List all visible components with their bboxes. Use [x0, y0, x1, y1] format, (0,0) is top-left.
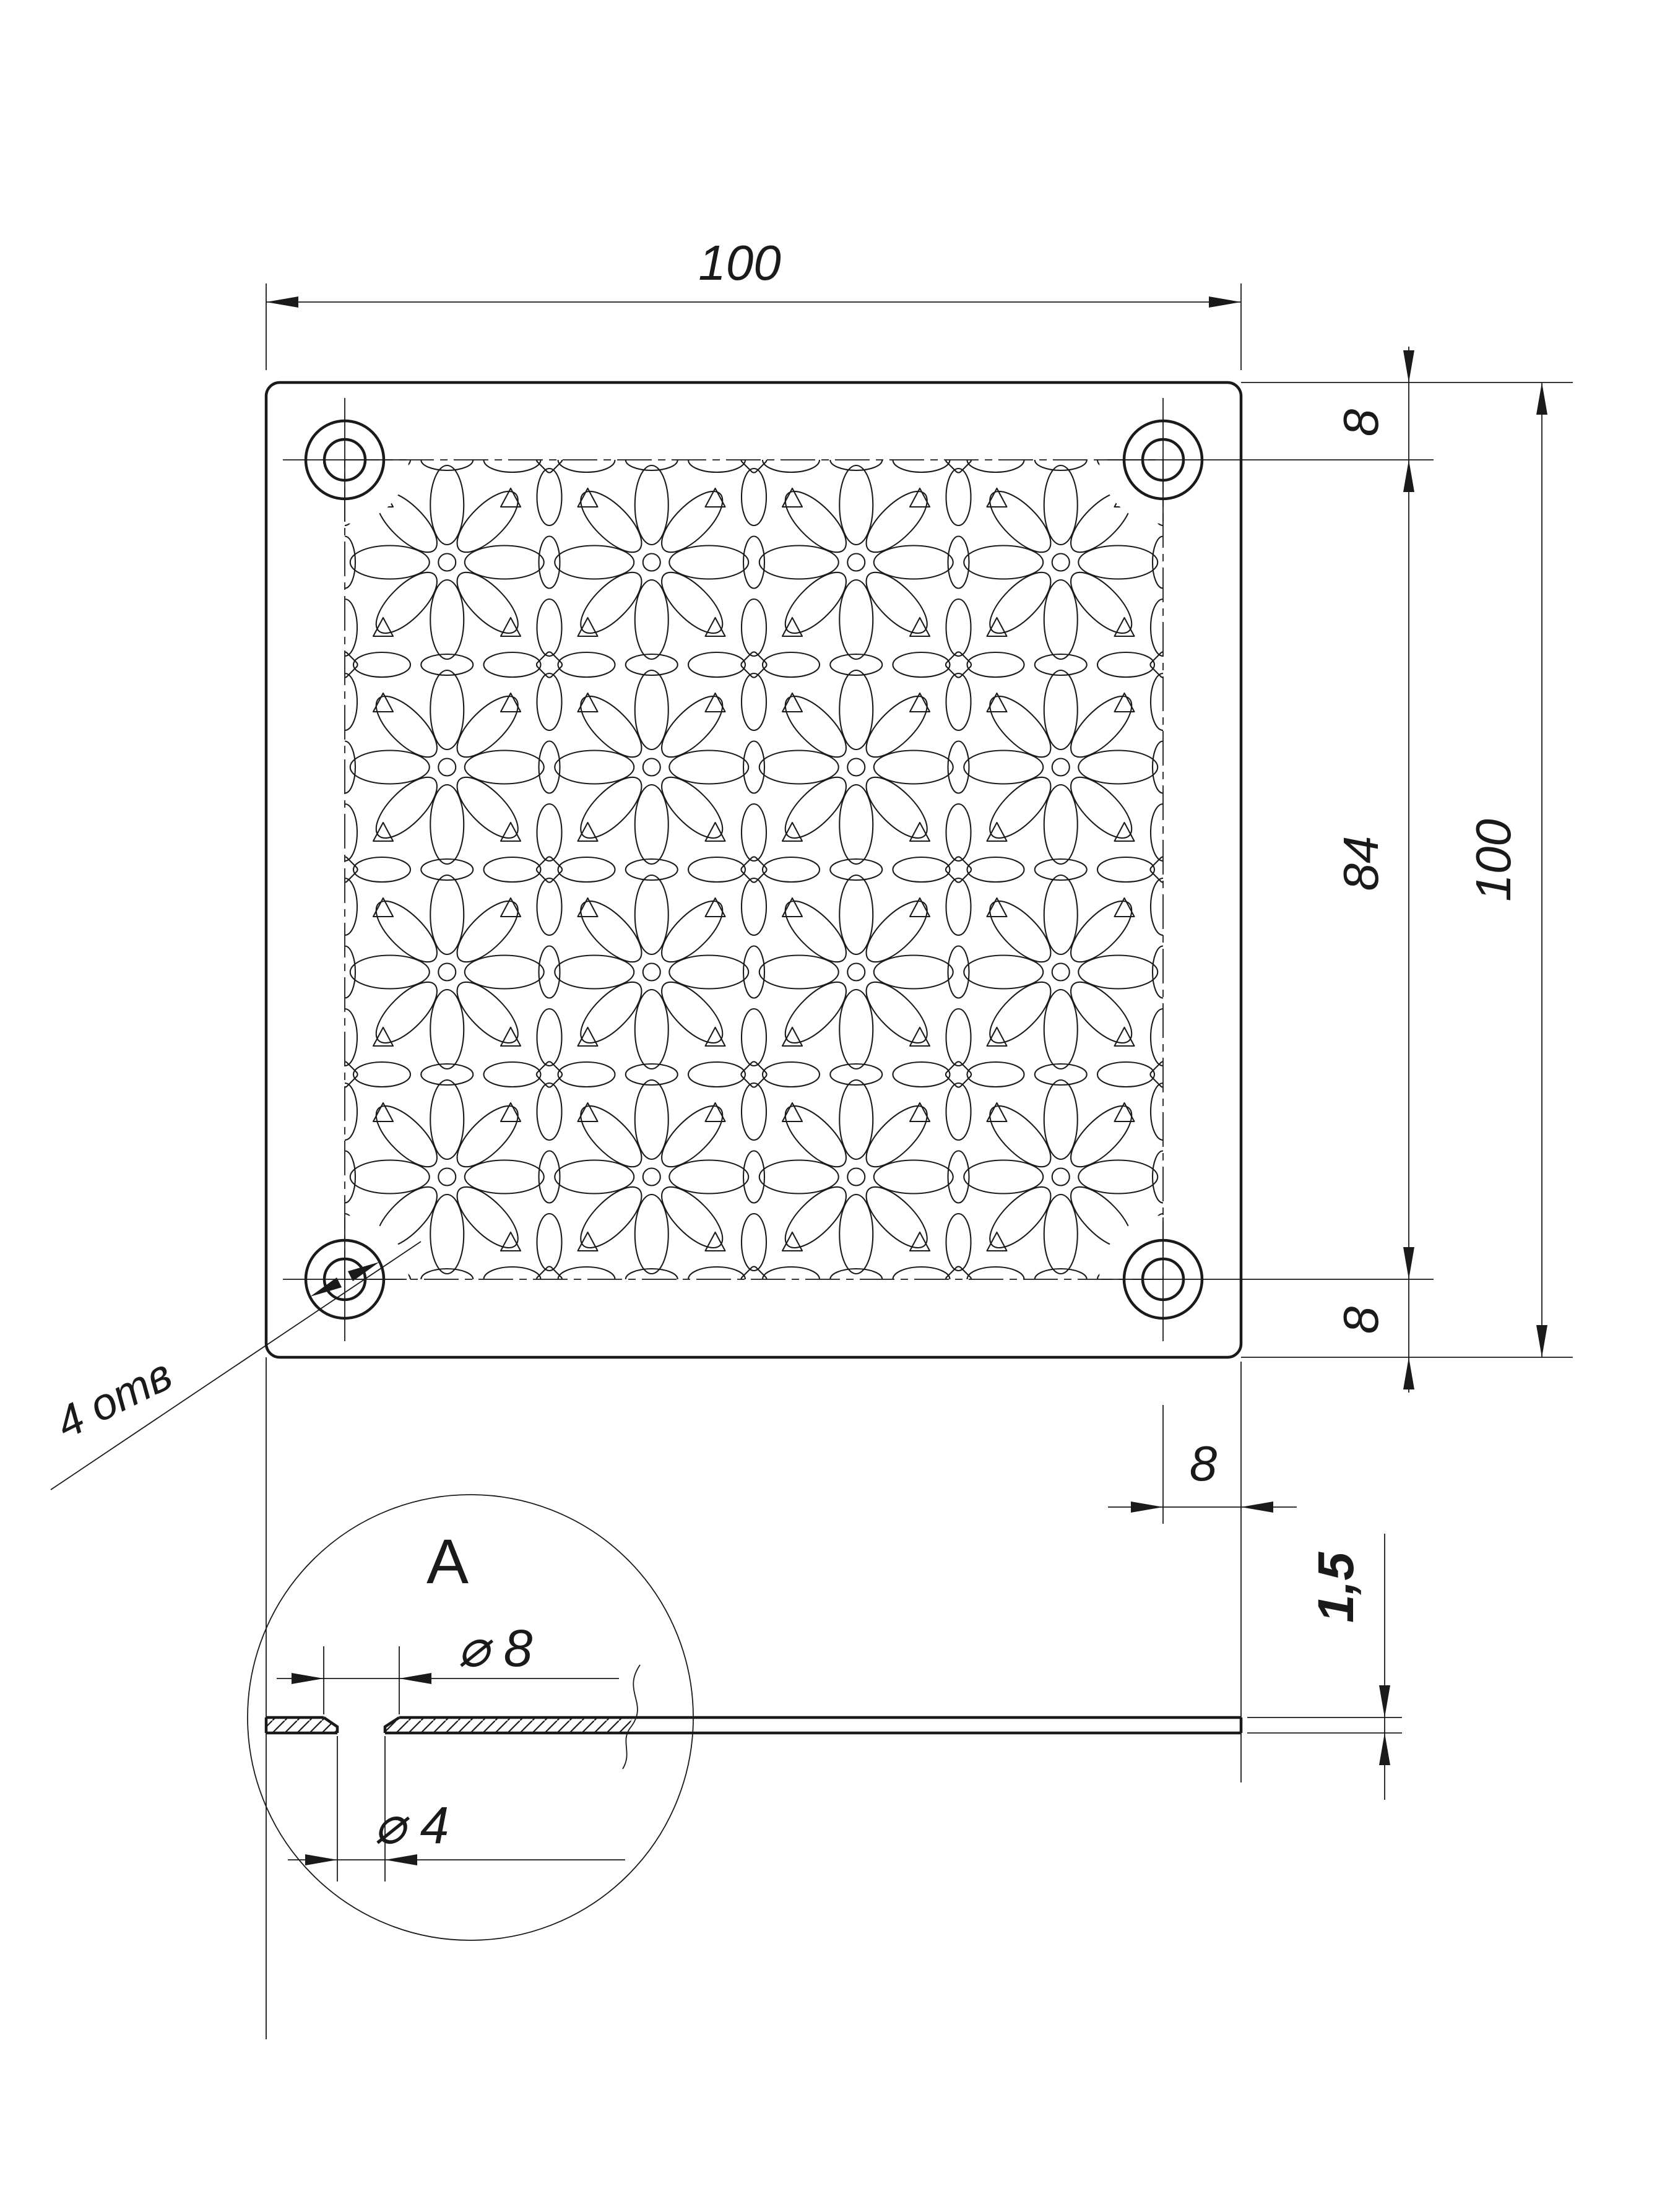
dim-thickness	[1247, 1534, 1402, 1800]
detail-label: A	[426, 1526, 469, 1597]
section-view	[266, 1357, 1241, 2039]
holes-callout	[48, 1242, 421, 1490]
plan-view	[266, 382, 1434, 1357]
dim-label-width-100: 100	[698, 235, 781, 290]
dim-label-countersink: ⌀ 8	[457, 1619, 533, 1677]
holes-callout-label: 4 отв	[48, 1349, 180, 1449]
dim-label-offset-top-8: 8	[1333, 408, 1388, 437]
dim-label-edge-8: 8	[1189, 1436, 1218, 1491]
dim-right-stack	[1241, 347, 1573, 1393]
dim-label-hole: ⌀ 4	[374, 1796, 449, 1854]
dim-label-height-100: 100	[1466, 819, 1521, 902]
ornament-pattern	[345, 460, 1163, 1279]
dim-hole-4	[288, 1736, 625, 1881]
dim-label-offset-bottom-8: 8	[1333, 1306, 1388, 1334]
dim-countersink-8	[277, 1619, 619, 1714]
dim-edge-8	[1108, 1362, 1297, 1782]
dim-label-thickness: 1,5	[1308, 1552, 1364, 1623]
dim-width-100	[266, 235, 1241, 370]
dim-label-pitch-84: 84	[1333, 836, 1388, 891]
